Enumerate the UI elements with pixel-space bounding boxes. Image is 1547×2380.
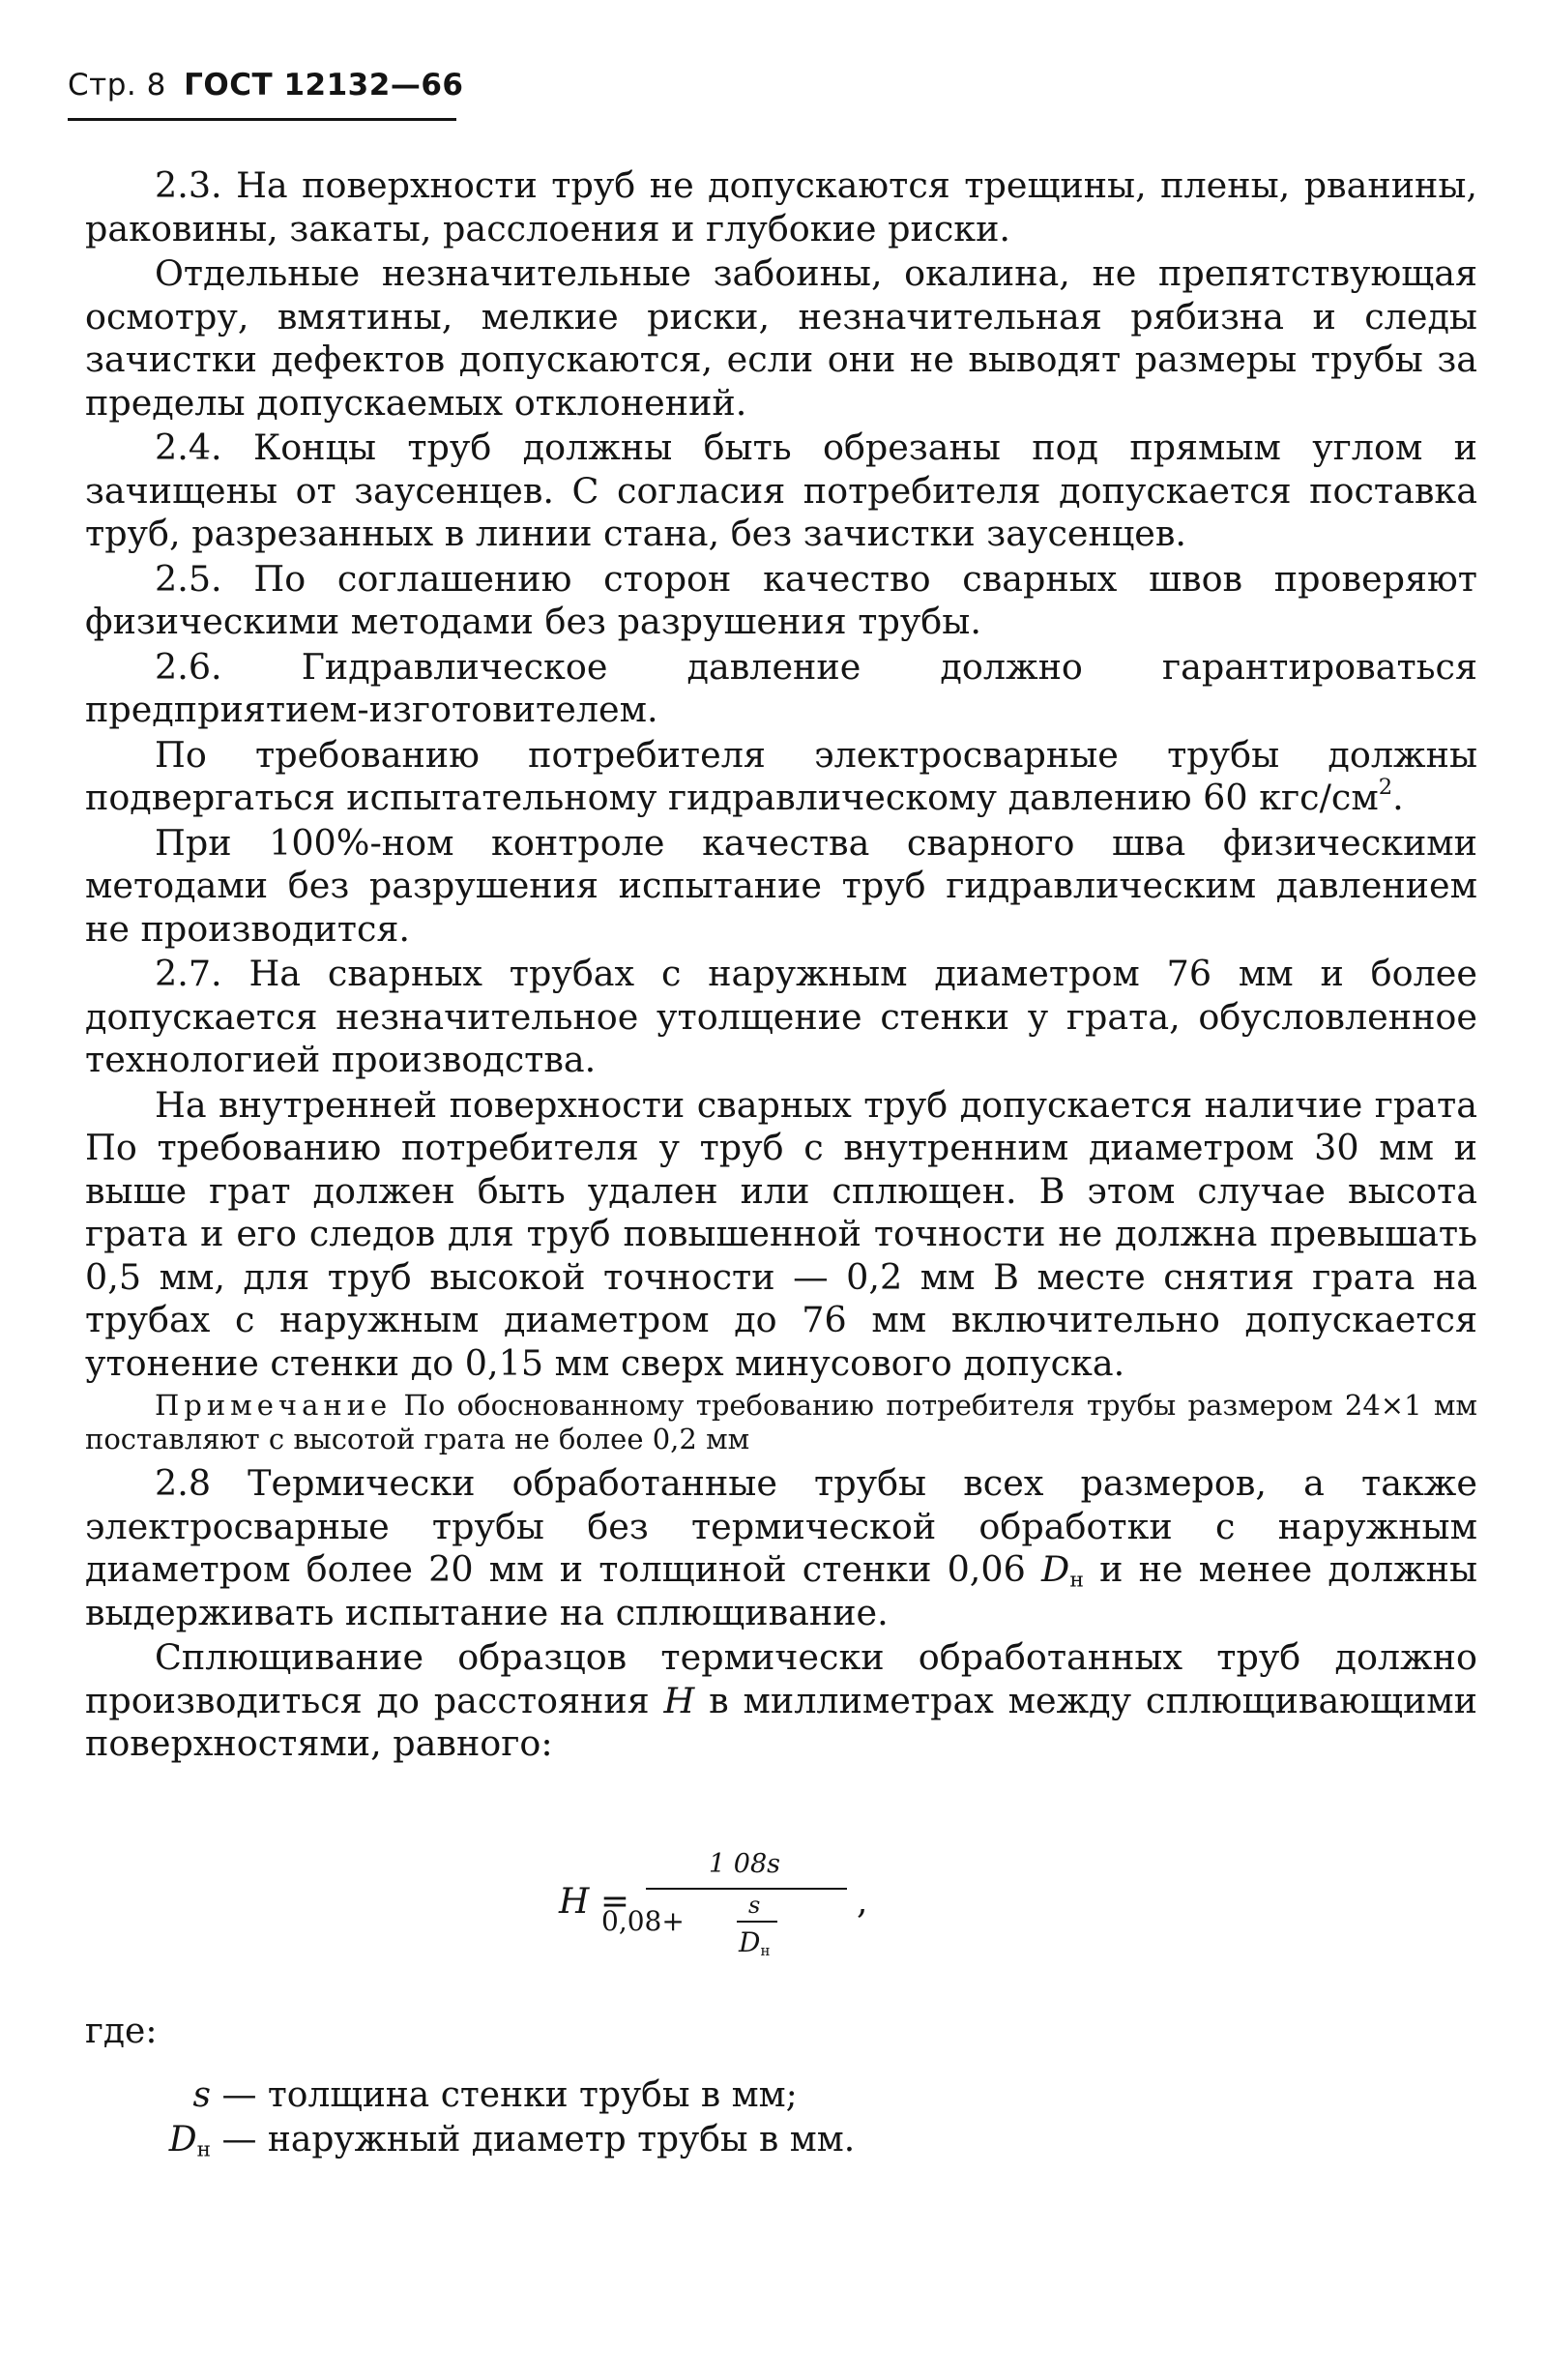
formula-main-fraction-bar: [646, 1888, 847, 1890]
clause-2-7-paragraph-2: На внутренней поверхности сварных труб допускается наличие грата По требованию потребителя у труб с внутренним диаметром 30 мм и выше грат должен быть удален или сплющен. В этом случае высота грата и его следов для труб повышенной точности не должна превышать 0,5 мм, для труб высокой точности — 0,2 мм В месте снятия грата на трубах с наружным диаметром до 76 мм включительно допускается утонение стенки до 0,15 мм сверх минусового допуска.: [85, 1083, 1477, 1384]
clause-2-6-p2-text: По требованию потребителя электросварные трубы должны подвергаться испытательному гидравлическому давлению 60 кгс/см: [85, 733, 1477, 818]
clause-2-8-p2-a: Сплющивание образцов термически обработанных труб должно производиться до расстояния: [85, 1636, 1477, 1721]
clause-2-8-paragraph-2: [85, 1636, 1477, 1766]
clause-2-8-p1-b: и не менее должны выдерживать испытание на сплющивание.: [85, 1548, 1477, 1633]
clause-2-8-p1-a: 2.8 Термически обработанные трубы всех размеров, а также электросварные трубы без термической обработки с наружным диаметром более 20 мм и толщиной стенки 0,06: [85, 1462, 1477, 1590]
definition-symbol-letter: D: [168, 2120, 197, 2160]
symbol-d: D: [1041, 1548, 1070, 1590]
formula-inner-denominator-subscript: н: [760, 1941, 771, 1959]
clause-2-6-paragraph-1: 2.6. Гидравлическое давление должно гарантироваться предприятием-изготовителем.: [85, 645, 1477, 730]
clause-2-5: 2.5. По соглашению сторон качество сварных швов проверяют физическими методами без разрушения трубы.: [85, 557, 1477, 642]
where-label: где:: [85, 2012, 158, 2051]
formula-inner-denominator-symbol: D: [739, 1926, 761, 1958]
formula-denominator-constant: 0,08+: [601, 1905, 685, 1937]
symbol-definitions: [164, 2073, 855, 2162]
clause-2-8-p2-b: в миллиметрах между сплющивающими поверхностями, равного:: [85, 1679, 1477, 1764]
page-header: [68, 68, 463, 103]
definition-symbol-subscript: н: [196, 2137, 211, 2162]
formula-trailing-comma: ,: [857, 1882, 868, 1922]
definition-symbol: [164, 2118, 211, 2162]
clause-2-8-paragraph-1: [85, 1462, 1477, 1634]
clause-2-6-paragraph-2: [85, 734, 1477, 820]
standard-designation: ГОСТ 12132—66: [184, 68, 464, 103]
document-body: [85, 164, 1477, 1766]
formula-inner-fraction-bar: [737, 1921, 777, 1923]
symbol-h: H: [663, 1679, 695, 1721]
clause-2-7-paragraph-1: 2.7. На сварных трубах с наружным диаметром 76 мм и более допускается незначительное утолщение стенки у грата, обусловленное технологией производства.: [85, 953, 1477, 1080]
symbol-d-subscript: н: [1069, 1568, 1084, 1593]
clause-2-4: 2.4. Концы труб должны быть обрезаны под прямым углом и зачищены от заусенцев. С согласия потребителя допускается поставка труб, разрезанных в линии стана, без зачистки заусенцев.: [85, 426, 1477, 554]
formula-numerator: 1 08s: [709, 1849, 780, 1879]
header-rule: [68, 118, 456, 121]
note-text: По обоснованному требованию потребителя трубы размером 24×1 мм поставляют с высотой грата не более 0,2 мм: [85, 1389, 1477, 1455]
note-label: Примечание: [155, 1389, 393, 1422]
page-number: Стр. 8: [68, 68, 166, 103]
formula-inner-denominator: [739, 1926, 770, 1958]
definition-row: [164, 2073, 855, 2118]
clause-2-7-note: [85, 1389, 1477, 1456]
flattening-formula: [559, 1847, 965, 2002]
unit-superscript: 2: [1378, 775, 1393, 801]
definition-symbol-letter: s: [192, 2075, 211, 2115]
definition-row: [164, 2118, 855, 2162]
definition-symbol: [164, 2073, 211, 2118]
definition-text: — толщина стенки трубы в мм;: [211, 2075, 798, 2115]
clause-2-3-paragraph-2: Отдельные незначительные забоины, окалина, не препятствующая осмотру, вмятины, мелкие риски, незначительная рябизна и следы зачистки дефектов допускаются, если они не выводят размеры трубы за пределы допускаемых отклонений.: [85, 252, 1477, 424]
clause-2-3-paragraph-1: 2.3. На поверхности труб не допускаются трещины, плены, рванины, раковины, закаты, расслоения и глубокие риски.: [85, 164, 1477, 250]
clause-2-6-paragraph-3: При 100%-ном контроле качества сварного шва физическими методами без разрушения испытание труб гидравлическим давлением не производится.: [85, 821, 1477, 950]
formula-inner-numerator: s: [748, 1892, 761, 1919]
definition-text: — наружный диаметр трубы в мм.: [211, 2120, 856, 2160]
clause-2-6-p2-end: .: [1392, 777, 1404, 818]
formula-lhs: H =: [559, 1882, 630, 1922]
